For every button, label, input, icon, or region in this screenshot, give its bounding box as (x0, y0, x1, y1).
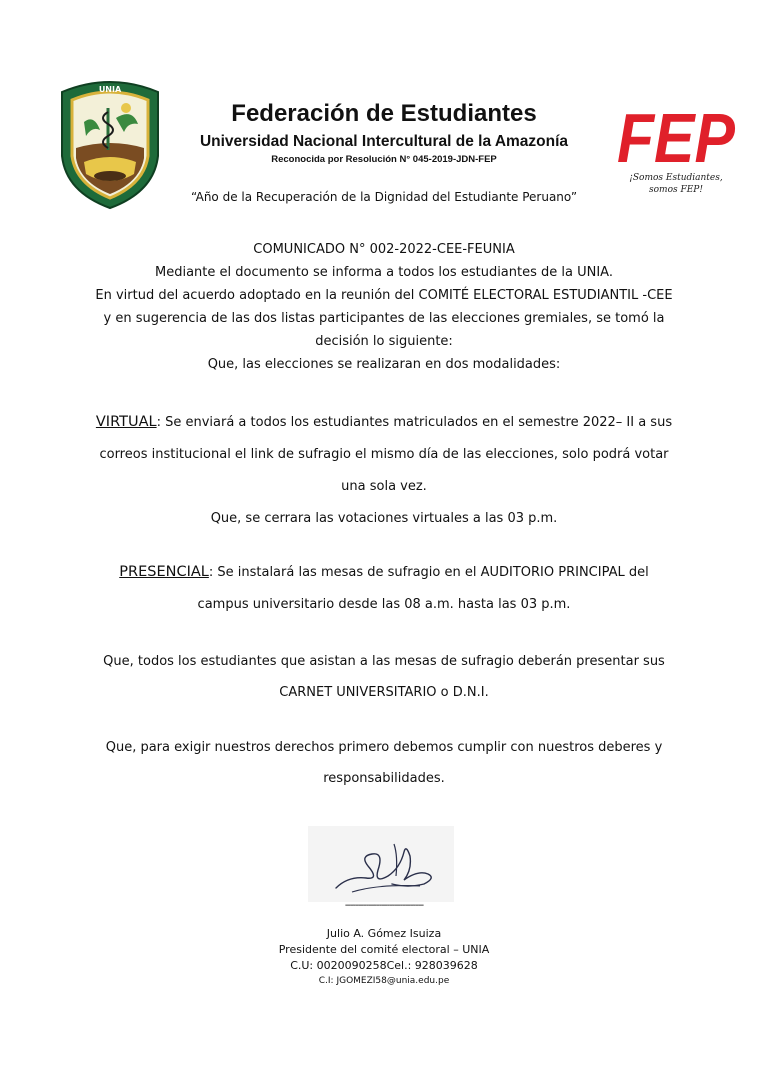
signer-name: Julio A. Gómez Isuiza (326, 927, 442, 940)
resolution-text: Reconocida por Resolución N° 045-2019-JDN-FEP (271, 154, 497, 165)
virtual-text: correos institucional el link de sufragio el mismo día de las elecciones, solo podrá votar (99, 447, 669, 462)
carnet-text: CARNET UNIVERSITARIO o D.N.I. (279, 685, 489, 700)
year-motto: “Año de la Recuperación de la Dignidad del Estudiante Peruano” (190, 190, 578, 204)
virtual-keyword: VIRTUAL (95, 414, 157, 430)
presencial-text: campus universitario desde las 08 a.m. hasta las 03 p.m. (197, 597, 571, 612)
fep-logo (614, 100, 738, 210)
virtual-paragraph (70, 406, 698, 535)
derechos-text: responsabilidades. (323, 771, 445, 786)
comunicado-intro (80, 238, 688, 376)
carnet-paragraph (70, 646, 698, 708)
signer-role: Presidente del comité electoral – UNIA (278, 943, 490, 956)
virtual-text: : Se enviará a todos los estudiantes matriculados en el semestre 2022– II a sus (156, 415, 673, 430)
comunicado-line: Mediante el documento se informa a todos los estudiantes de la UNIA. (155, 265, 613, 280)
university-name: Universidad Nacional Intercultural de la Amazonía (199, 133, 569, 150)
handwritten-signature-icon (308, 826, 454, 902)
fep-logo-icon (614, 100, 738, 172)
virtual-text: una sola vez. (341, 479, 427, 494)
signer-block (180, 926, 588, 988)
comunicado-line: y en sugerencia de las dos listas participantes de las elecciones gremiales, se tomó la (103, 311, 665, 326)
carnet-text: Que, todos los estudiantes que asistan a las mesas de sufragio deberán presentar sus (103, 654, 665, 669)
federation-title: Federación de Estudiantes (231, 100, 537, 127)
signer-ids: C.U: 0020090258Cel.: 928039628 (290, 959, 478, 972)
fep-letters-text: FEP (617, 100, 736, 172)
presencial-keyword: PRESENCIAL (119, 564, 209, 580)
comunicado-line: En virtud del acuerdo adoptado en la reunión del COMITÉ ELECTORAL ESTUDIANTIL -CEE (95, 288, 673, 303)
signer-email: C.I: JGOMEZI58@unia.edu.pe (318, 976, 450, 986)
presencial-text: : Se instalará las mesas de sufragio en el AUDITORIO PRINCIPAL del (208, 565, 649, 580)
virtual-closing: Que, se cerrara las votaciones virtuales a las 03 p.m. (210, 511, 558, 526)
unia-seal-text: UNIA (98, 85, 122, 94)
derechos-paragraph (70, 732, 698, 794)
presencial-paragraph (70, 556, 698, 621)
comunicado-line: Que, las elecciones se realizaran en dos modalidades: (207, 357, 561, 372)
fep-tagline-line2: somos FEP! (649, 185, 703, 195)
fep-tagline-line1: ¡Somos Estudiantes, (629, 173, 723, 183)
signature-line: ------------------------------ (344, 900, 424, 911)
unia-seal-icon (54, 78, 166, 212)
derechos-text: Que, para exigir nuestros derechos primero debemos cumplir con nuestros deberes y (105, 740, 663, 755)
letterhead (160, 100, 608, 167)
comunicado-number: COMUNICADO N° 002-2022-CEE-FEUNIA (253, 242, 515, 257)
comunicado-line: decisión lo siguiente: (315, 334, 453, 349)
fep-tagline (614, 172, 738, 196)
